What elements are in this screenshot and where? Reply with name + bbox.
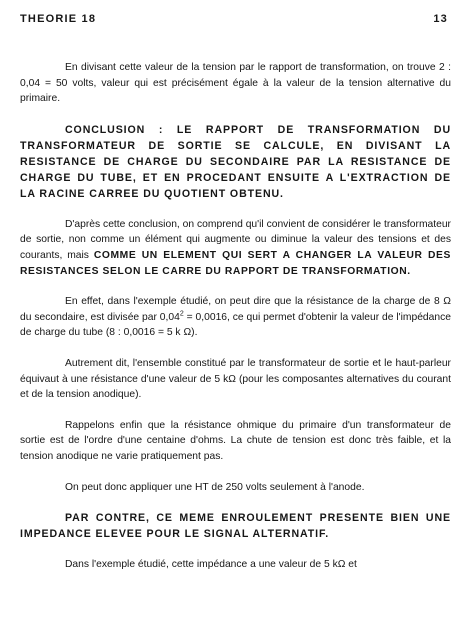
considerations-text: D'après cette conclusion, on comprend qu'il convient de considérer le transformateur de sortie, non comme un élément qui augmente ou diminue la valeur des tensions et des courants, mais xyxy=(20,218,451,261)
paragraph-high-impedance: PAR CONTRE, CE MEME ENROULEMENT PRESENTE BIEN UNE IMPEDANCE ELEVEE POUR LE SIGNAL ALTERNATIF. xyxy=(20,512,451,541)
page-header xyxy=(20,13,448,25)
example-text-a: En effet, dans l'exemple étudié, on peut dire que la résistance de la charge de 8 Ω du secondaire, est divisée par 0,04 xyxy=(20,296,451,323)
paragraph-equivalence: Autrement dit, l'ensemble constitué par le transformateur de sortie et le haut-parleur équivaut à une résistance d'une valeur de 5 kΩ (pour les composantes alternatives du courant et de la tension anodique). xyxy=(20,357,451,401)
exponent: 2 xyxy=(179,310,184,318)
page-body xyxy=(20,60,451,588)
paragraph-considerations xyxy=(20,217,451,279)
conclusion-paragraph: CONCLUSION : LE RAPPORT DE TRANSFORMATION DU TRANSFORMATEUR DE SORTIE SE CALCULE, EN DIVISANT LA RESISTANCE DE CHARGE DU SECONDAIRE PAR LA RESISTANCE DE CHARGE DU TUBE, ET EN PROCEDANT ENSUITE A L'EXTRACTION DE LA RACINE CARREE DU QUOTIENT OBTENU. xyxy=(20,123,451,200)
paragraph-example-calculation xyxy=(20,294,451,341)
example-text-b: = 0,0016, ce qui permet d'obtenir la valeur de l'impédance de charge du tube (8 : 0,0016 = 5 k Ω). xyxy=(20,311,451,339)
paragraph-ohmic-resistance: Rappelons enfin que la résistance ohmique du primaire d'un transformateur de sortie est de l'ordre d'une centaine d'ohms. La chute de tension est donc très faible, et la tension anodique ne varie pratiquement pas. xyxy=(20,419,451,462)
paragraph-impedance-value: Dans l'exemple étudié, cette impédance a une valeur de 5 kΩ et xyxy=(65,559,357,571)
paragraph-transformation-ratio: En divisant cette valeur de la tension par le rapport de transformation, on trouve 2 : 0,04 = 50 volts, valeur qui est précisément égale à la valeur de la tension alternative du primaire. xyxy=(20,62,451,105)
paragraph-ht-voltage: On peut donc appliquer une HT de 250 volts seulement à l'anode. xyxy=(65,481,365,493)
running-title: THEORIE 18 xyxy=(20,13,97,25)
considerations-emphasis: COMME UN ELEMENT QUI SERT A CHANGER LA VALEUR DES RESISTANCES SELON LE CARRE DU RAPPORT DE TRANSFORMATION. xyxy=(20,249,451,277)
page-number: 13 xyxy=(433,13,448,25)
